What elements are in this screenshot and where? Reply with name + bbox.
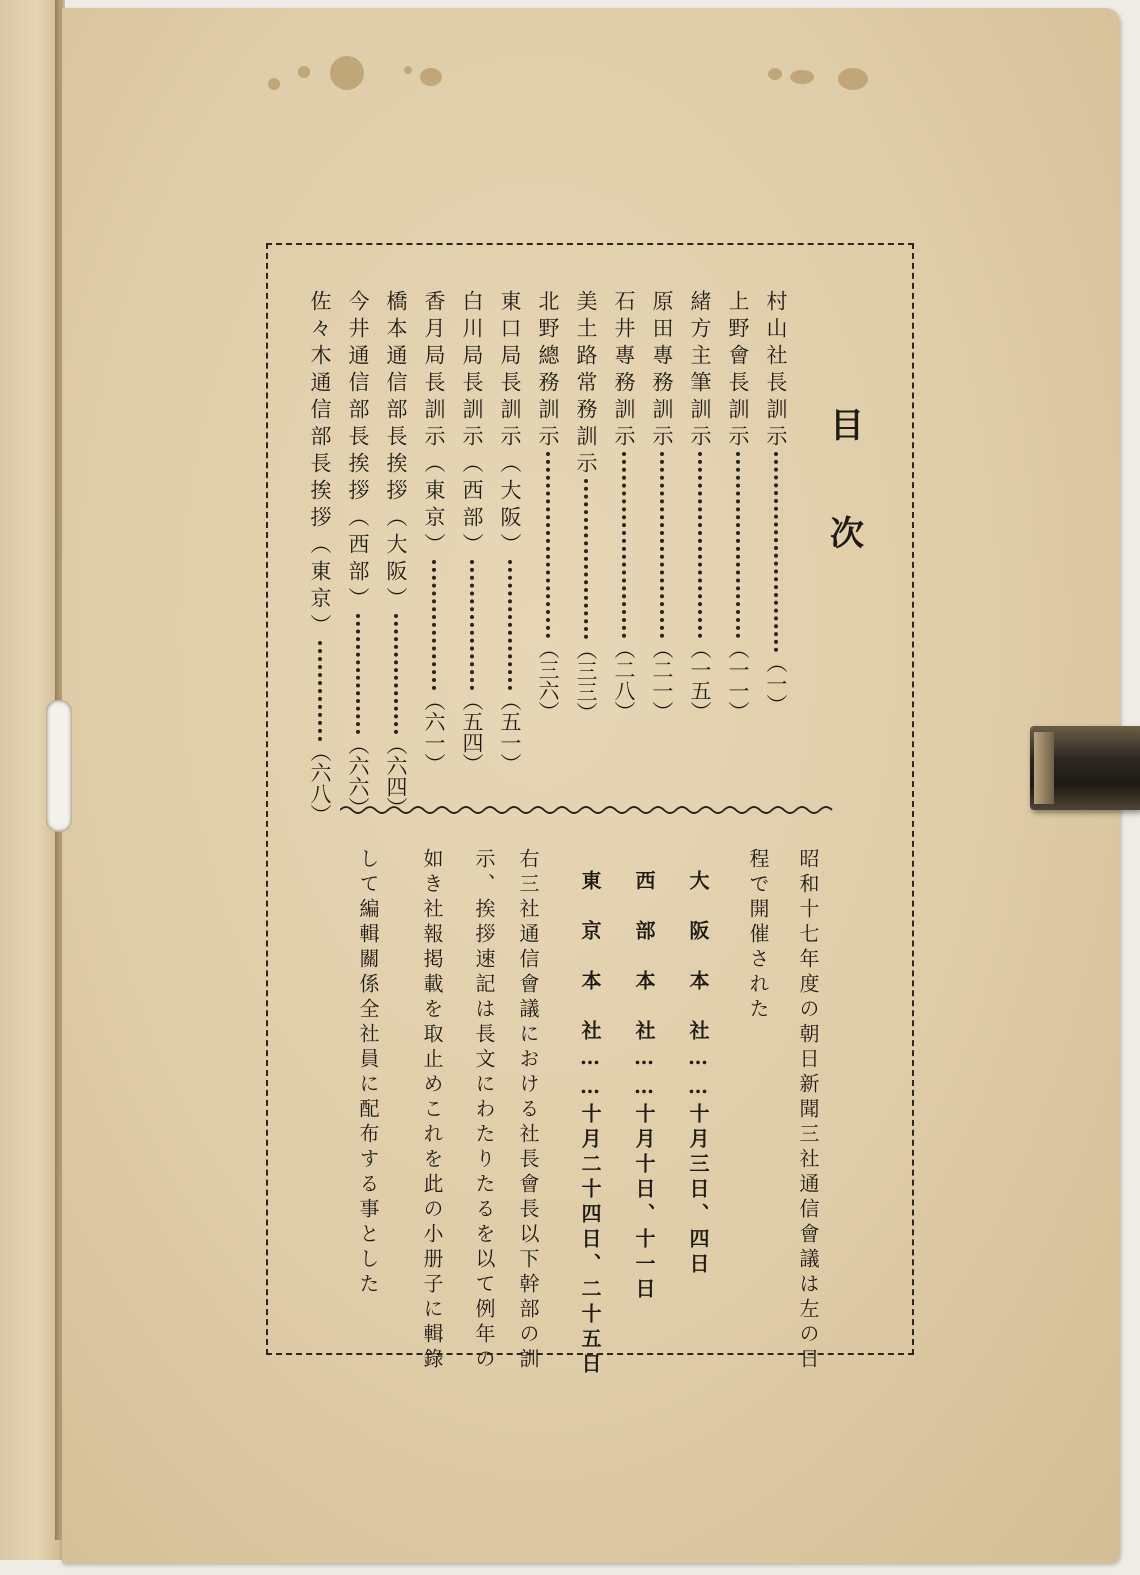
toc-heading-char: 次 [830, 514, 864, 554]
toc-entry-title: 今井通信部長挨拶（西部） [346, 290, 370, 614]
toc-heading-char: 目 [830, 406, 864, 446]
toc-entry-title: 美土路常務訓示 [574, 290, 598, 479]
toc-entry-title: 橋本通信部長挨拶（大阪） [384, 290, 408, 614]
toc-entry[interactable] [765, 290, 786, 780]
toc-entry-title: 上野會長訓示 [726, 290, 750, 452]
toc-entry-title: 緒方主筆訓示 [688, 290, 712, 452]
toc-leader [736, 452, 740, 638]
toc-entry[interactable] [651, 290, 672, 780]
toc-leader [394, 614, 398, 734]
toc-entry-title: 石井專務訓示 [612, 290, 636, 452]
toc-leader [622, 452, 626, 638]
toc-entry-page: （六六） [346, 734, 370, 818]
toc-entry-title: 村山社長訓示 [764, 290, 788, 452]
toc-entry-title: 原田專務訓示 [650, 290, 674, 452]
note-line: 如き社報掲載を取止めこれを此の小册子に輯錄 [420, 848, 444, 1373]
toc-entry-title: 佐々木通信部長挨拶（東京） [308, 290, 332, 641]
note-line: 示、挨拶速記は長文にわたりたるを以て例年の [472, 848, 496, 1373]
toc-entry-page: （三三） [574, 639, 598, 723]
stain-spot [420, 68, 442, 86]
schedule-line: 西 部 本 社……十月十日、十一日 [632, 870, 656, 1303]
toc-entry[interactable] [537, 290, 558, 780]
toc-entry-title: 東口局長訓示（大阪） [498, 290, 522, 560]
binder-clip-edge [1034, 732, 1054, 804]
wavy-divider [340, 800, 836, 820]
toc-leader [508, 560, 512, 690]
toc-leader [698, 452, 702, 638]
toc-entry[interactable] [384, 290, 408, 818]
toc-leader [546, 452, 550, 638]
schedule-line: 大 阪 本 社……十月三日、四日 [686, 870, 710, 1278]
toc-leader [318, 641, 322, 741]
toc-leader [470, 560, 474, 690]
toc-entry[interactable] [689, 290, 710, 780]
toc-entry[interactable] [461, 290, 482, 780]
toc-entry[interactable] [613, 290, 634, 780]
toc-entry-page: （一一） [726, 638, 750, 722]
stain-spot [404, 66, 412, 74]
toc-entry[interactable] [499, 290, 520, 780]
toc-entry-page: （二八） [612, 638, 636, 722]
schedule-line: 東 京 本 社……十月二十四日、二十五日 [578, 870, 602, 1378]
toc-entry[interactable] [575, 290, 596, 780]
note-line: 程で開催された [746, 848, 770, 1023]
toc-leader [432, 560, 436, 690]
toc-entry-title: 香月局長訓示（東京） [422, 290, 446, 560]
binding-hole [46, 700, 72, 832]
toc-entry-page: （一五） [688, 638, 712, 722]
stain-spot [768, 68, 782, 80]
toc-entry[interactable] [423, 290, 444, 780]
toc-entry-page: （五一） [498, 690, 522, 774]
note-line: 右三社通信會議における社長會長以下幹部の訓 [516, 848, 540, 1373]
toc-entry-page: （六八） [308, 741, 332, 825]
toc-entry-page: （二一） [650, 638, 674, 722]
stain-spot [268, 78, 280, 90]
note-line: 昭和十七年度の朝日新聞三社通信會議は左の日 [796, 848, 820, 1373]
stain-spot [838, 68, 868, 90]
toc-entry[interactable] [346, 290, 370, 818]
stain-spot [790, 70, 814, 84]
toc-leader [660, 452, 664, 638]
toc-entry[interactable] [727, 290, 748, 780]
toc-entry[interactable] [308, 290, 332, 825]
toc-entry-page: （六四） [384, 734, 408, 818]
toc-entry-title: 白川局長訓示（西部） [460, 290, 484, 560]
stain-spot [330, 56, 364, 90]
toc-entry-page: （一） [764, 652, 788, 715]
toc-entry-page: （五四） [460, 690, 484, 774]
toc-leader [584, 479, 588, 639]
toc-entry-title: 北野總務訓示 [536, 290, 560, 452]
stain-spot [298, 66, 310, 78]
toc-entry-page: （六一） [422, 690, 446, 774]
toc-leader [356, 614, 360, 734]
note-line: して編輯關係全社員に配布する事とした [356, 848, 380, 1298]
toc-leader [774, 452, 778, 652]
toc-entry-page: （三六） [536, 638, 560, 722]
